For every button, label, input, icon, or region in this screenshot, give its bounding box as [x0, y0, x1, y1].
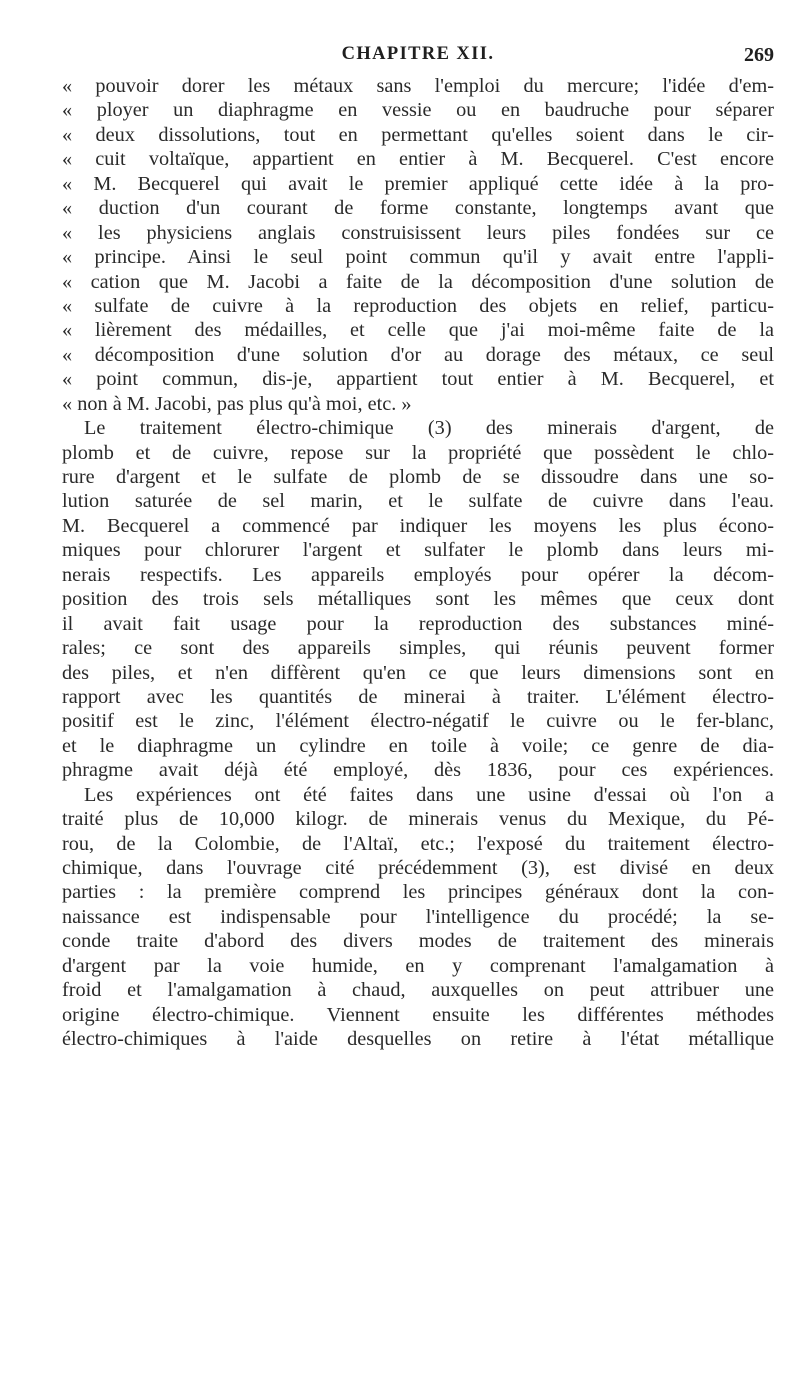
book-page	[62, 44, 774, 1052]
text-line: Le traitement électro-chimique (3) des minerais d'argent, de	[84, 417, 774, 440]
text-line: « les physiciens anglais construisissent leurs piles fondées sur ce	[62, 221, 774, 244]
text-line: parties : la première comprend les principes généraux dont la con-	[62, 881, 774, 904]
text-line: « cation que M. Jacobi a faite de la décomposition d'une solution de	[62, 270, 774, 293]
text-line: « lièrement des médailles, et celle que j'ai moi-même faite de la	[62, 319, 774, 342]
text-line: et le diaphragme un cylindre en toile à voile; ce genre de dia-	[62, 734, 774, 757]
text-line: « ployer un diaphragme en vessie ou en baudruche pour séparer	[62, 99, 774, 122]
text-line: lution saturée de sel marin, et le sulfate de cuivre dans l'eau.	[62, 490, 774, 513]
text-line: position des trois sels métalliques sont les mêmes que ceux dont	[62, 588, 774, 611]
text-line: conde traite d'abord des divers modes de traitement des minerais	[62, 930, 774, 953]
text-line: phragme avait déjà été employé, dès 1836, pour ces expériences.	[62, 759, 774, 782]
text-line: M. Becquerel a commencé par indiquer les moyens les plus écono-	[62, 514, 774, 537]
text-line: d'argent par la voie humide, en y comprenant l'amalgamation à	[62, 954, 774, 977]
text-line: il avait fait usage pour la reproduction des substances miné-	[62, 612, 774, 635]
text-line: « non à M. Jacobi, pas plus qu'à moi, etc. »	[62, 392, 412, 415]
text-line: « duction d'un courant de forme constante, longtemps avant que	[62, 197, 774, 220]
text-line: électro-chimiques à l'aide desquelles on retire à l'état métallique	[62, 1028, 774, 1051]
text-line: « décomposition d'une solution d'or au dorage des métaux, ce seul	[62, 343, 774, 366]
text-line: traité plus de 10,000 kilogr. de minerais venus du Mexique, du Pé-	[62, 808, 774, 831]
running-title: CHAPITRE XII.	[341, 44, 495, 64]
text-line: « cuit voltaïque, appartient en entier à M. Becquerel. C'est encore	[62, 148, 774, 171]
text-line: des piles, et n'en diffèrent qu'en ce que leurs dimensions sont en	[62, 661, 774, 684]
text-line: naissance est indispensable pour l'intelligence du procédé; la se-	[62, 905, 774, 928]
page-number: 269	[744, 44, 774, 66]
text-line: rapport avec les quantités de minerai à traiter. L'élément électro-	[62, 685, 774, 708]
text-line: chimique, dans l'ouvrage cité précédemment (3), est divisé en deux	[62, 857, 774, 879]
text-line: « pouvoir dorer les métaux sans l'emploi du mercure; l'idée d'em-	[62, 75, 774, 97]
text-line: rou, de la Colombie, de l'Altaï, etc.; l'exposé du traitement électro-	[62, 832, 774, 855]
page-header	[62, 44, 774, 74]
text-line: froid et l'amalgamation à chaud, auxquelles on peut attribuer une	[62, 979, 774, 1002]
body-text	[62, 74, 774, 1052]
text-line: Les expériences ont été faites dans une usine d'essai où l'on a	[84, 783, 774, 806]
text-line: miques pour chlorurer l'argent et sulfater le plomb dans leurs mi-	[62, 539, 774, 562]
text-line: « principe. Ainsi le seul point commun qu'il y avait entre l'appli-	[62, 246, 774, 269]
text-line: nerais respectifs. Les appareils employés pour opérer la décom-	[62, 563, 774, 586]
text-line: « M. Becquerel qui avait le premier appliqué cette idée à la pro-	[62, 172, 774, 195]
text-line: origine électro-chimique. Viennent ensuite les différentes méthodes	[62, 1003, 774, 1026]
text-line: positif est le zinc, l'élément électro-négatif le cuivre ou le fer-blanc,	[62, 710, 774, 733]
text-line: rales; ce sont des appareils simples, qui réunis peuvent former	[62, 637, 774, 660]
text-line: « deux dissolutions, tout en permettant qu'elles soient dans le cir-	[62, 123, 774, 146]
text-line: rure d'argent et le sulfate de plomb de se dissoudre dans une so-	[62, 466, 774, 488]
text-line: plomb et de cuivre, repose sur la propriété que possèdent le chlo-	[62, 441, 774, 464]
text-line: « sulfate de cuivre à la reproduction des objets en relief, particu-	[62, 294, 774, 317]
text-line: « point commun, dis-je, appartient tout entier à M. Becquerel, et	[62, 368, 774, 391]
